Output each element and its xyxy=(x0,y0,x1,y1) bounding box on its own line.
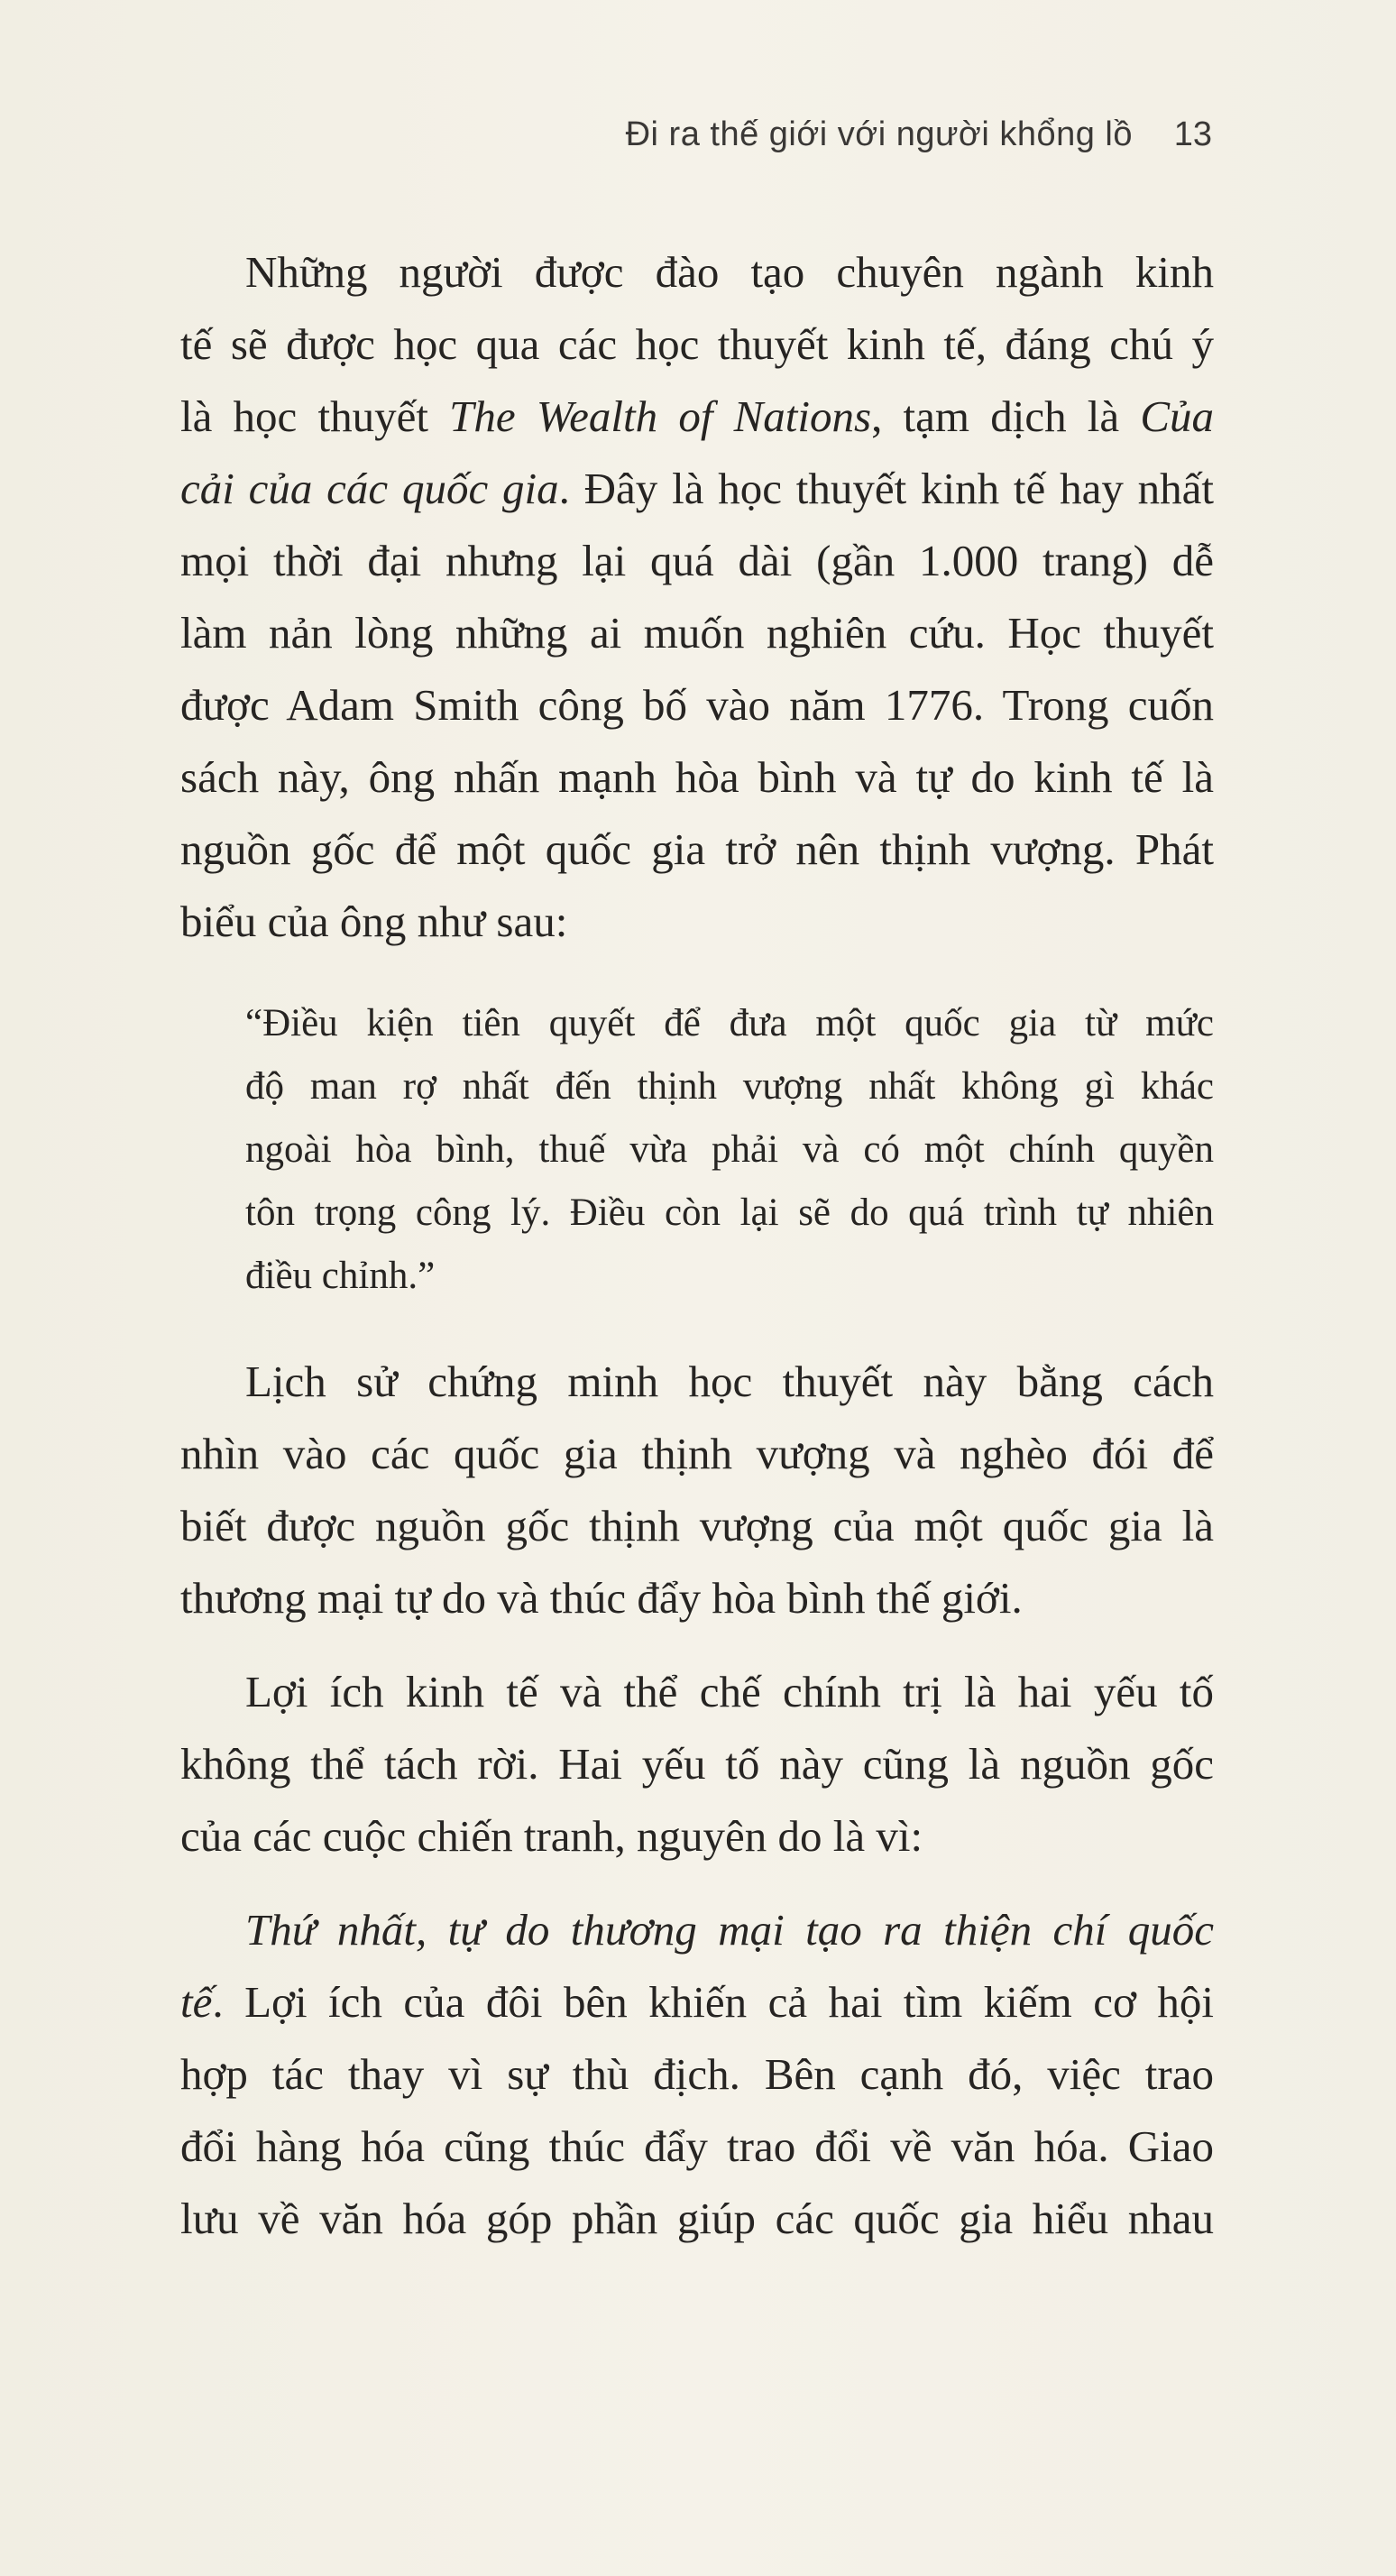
paragraph-2 xyxy=(180,1346,1214,1634)
text-line: biết được nguồn gốc thịnh vượng của một quốc gia là xyxy=(180,1501,1214,1550)
book-title-vietnamese: Của xyxy=(1140,391,1214,441)
body-text xyxy=(180,236,1214,2255)
text-line: thương mại tự do và thúc đẩy hòa bình thế giới. xyxy=(180,1573,1023,1623)
quote-line: “Điều kiện tiên quyết để đưa một quốc gia từ mức xyxy=(245,1002,1214,1044)
paragraph-gap xyxy=(180,1872,1214,1894)
text-line xyxy=(180,1894,1214,1966)
text-line: biểu của ông như sau: xyxy=(180,897,568,946)
text-line: sách này, ông nhấn mạnh hòa bình và tự do kinh tế là xyxy=(180,752,1214,802)
text-line: nhìn vào các quốc gia thịnh vượng và nghèo đói để xyxy=(180,1429,1214,1478)
text-line: mọi thời đại nhưng lại quá dài (gần 1.000 trang) dễ xyxy=(180,536,1214,585)
text-line: không thể tách rời. Hai yếu tố này cũng là nguồn gốc xyxy=(180,1739,1214,1789)
text-line: Những người được đào tạo chuyên ngành kinh xyxy=(245,247,1214,297)
quote-line: độ man rợ nhất đến thịnh vượng nhất không gì khác xyxy=(245,1065,1214,1108)
emphasis-heading: Thứ nhất, tự do thương mại tạo ra thiện chí quốc xyxy=(245,1905,1214,1955)
emphasis-heading-cont: tế xyxy=(180,1977,213,2027)
text-span: . Đây là học thuyết kinh tế hay nhất xyxy=(558,464,1214,513)
text-span: là học thuyết xyxy=(180,391,450,441)
text-line: nguồn gốc để một quốc gia trở nên thịnh vượng. Phát xyxy=(180,824,1214,874)
text-line: lưu về văn hóa góp phần giúp các quốc gia hiểu nhau xyxy=(180,2194,1214,2243)
paragraph-3 xyxy=(180,1656,1214,1872)
text-line xyxy=(180,1966,1214,2038)
text-line: Lịch sử chứng minh học thuyết này bằng cách xyxy=(245,1357,1214,1406)
running-head xyxy=(626,115,1133,154)
text-line: Lợi ích kinh tế và thể chế chính trị là hai yếu tố xyxy=(245,1667,1214,1716)
book-title-english: The Wealth of Nations xyxy=(449,391,872,441)
page-number: 13 xyxy=(1173,115,1212,153)
text-line: làm nản lòng những ai muốn nghiên cứu. Học thuyết xyxy=(180,608,1214,658)
text-line: hợp tác thay vì sự thù địch. Bên cạnh đó, việc trao xyxy=(180,2049,1214,2099)
quote-line: tôn trọng công lý. Điều còn lại sẽ do quá trình tự nhiên xyxy=(245,1191,1214,1234)
text-line xyxy=(180,381,1214,453)
paragraph-1 xyxy=(180,236,1214,958)
text-span: , tạm dịch là xyxy=(871,391,1141,441)
book-title-vietnamese-cont: cải của các quốc gia xyxy=(180,464,559,513)
paragraph-gap xyxy=(180,1634,1214,1656)
quote-line: ngoài hòa bình, thuế vừa phải và có một chính quyền xyxy=(245,1128,1214,1171)
text-span: . Lợi ích của đôi bên khiến cả hai tìm kiếm cơ hội xyxy=(212,1977,1214,2027)
text-line: của các cuộc chiến tranh, nguyên do là vì: xyxy=(180,1811,923,1861)
running-title: Đi ra thế giới với người khổng lồ xyxy=(625,115,1133,153)
paragraph-4 xyxy=(180,1894,1214,2255)
quote-line: điều chỉnh.” xyxy=(245,1255,436,1297)
text-line: được Adam Smith công bố vào năm 1776. Trong cuốn xyxy=(180,680,1214,730)
block-quote xyxy=(180,992,1214,1308)
text-line: đổi hàng hóa cũng thúc đẩy trao đổi về văn hóa. Giao xyxy=(180,2121,1214,2171)
text-line xyxy=(180,453,1214,525)
text-line: tế sẽ được học qua các học thuyết kinh tế, đáng chú ý xyxy=(180,319,1214,369)
